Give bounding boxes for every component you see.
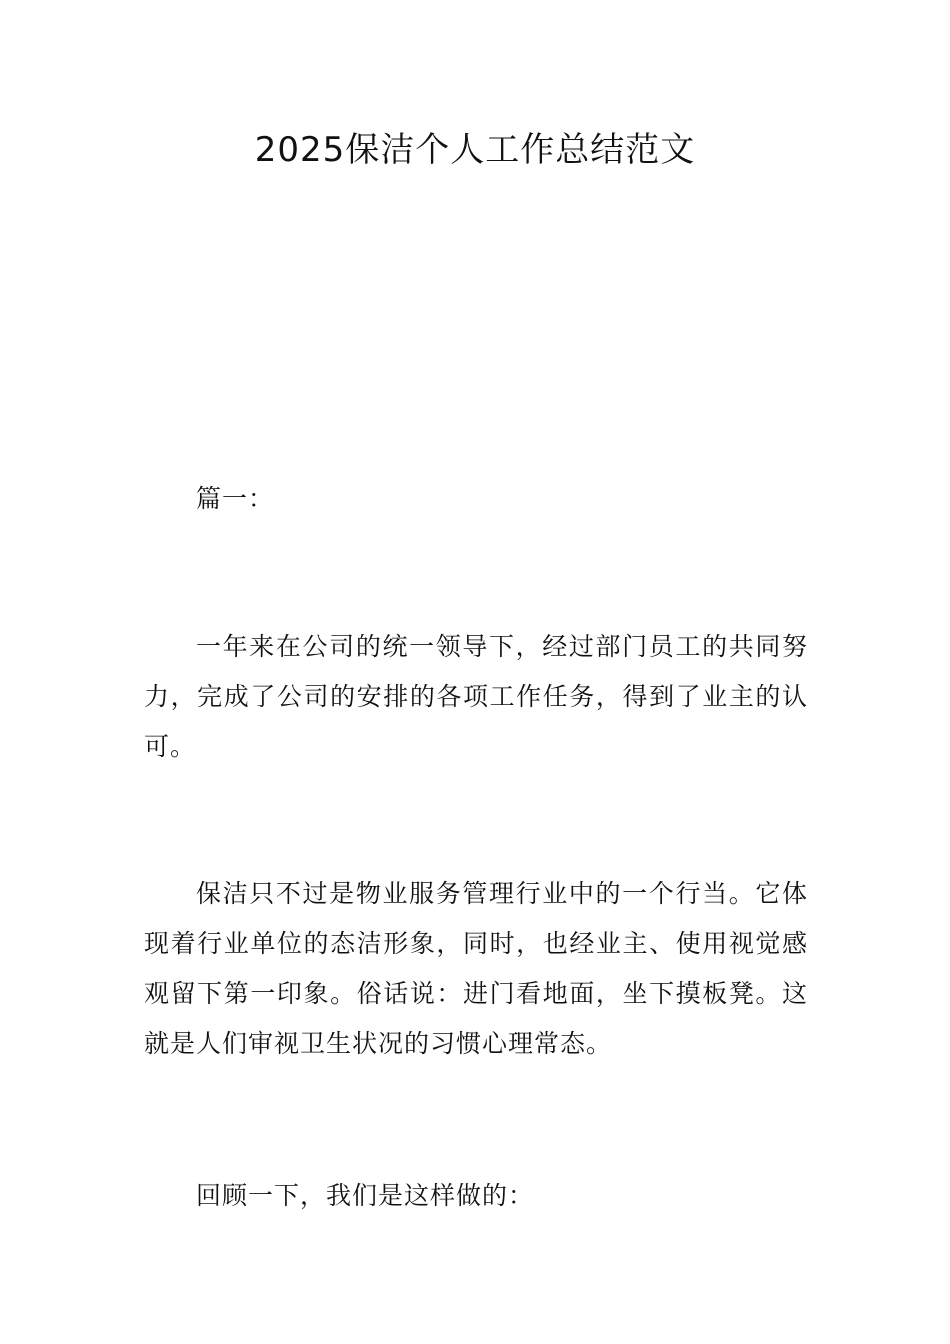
- paragraph-3: 回顾一下，我们是这样做的：: [196, 1181, 535, 1210]
- paragraph-2: 保洁只不过是物业服务管理行业中的一个行当。它体现着行业单位的态洁形象，同时，也经业主、使用视觉感观留下第一印象。俗话说：进门看地面，坐下摸板凳。这就是人们审视卫生状况的习惯心理常态。: [144, 879, 808, 1058]
- paragraph-1: 一年来在公司的统一领导下，经过部门员工的共同努力，完成了公司的安排的各项工作任务，得到了业主的认可。: [144, 632, 808, 761]
- section-heading: 篇一：: [196, 484, 275, 513]
- document-title: 2025保洁个人工作总结范文: [254, 130, 696, 170]
